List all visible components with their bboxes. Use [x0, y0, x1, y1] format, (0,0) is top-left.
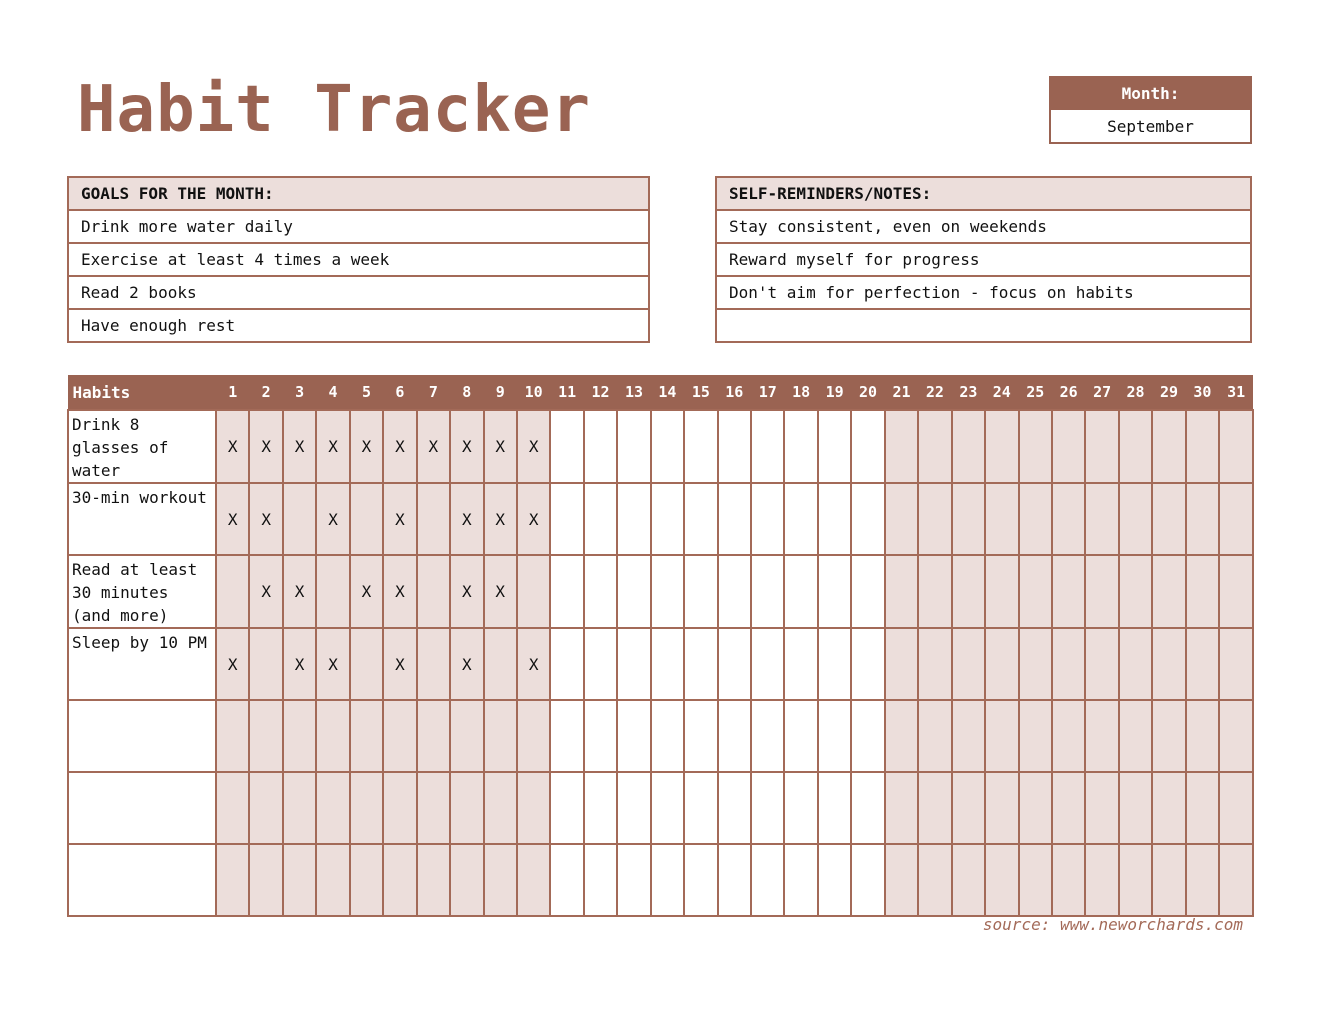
day-check-cell[interactable]	[617, 844, 650, 916]
habit-name-cell[interactable]	[68, 700, 216, 772]
day-header: 8	[450, 375, 483, 410]
day-header: 3	[283, 375, 316, 410]
day-check-cell[interactable]: X	[249, 410, 282, 483]
day-check-cell[interactable]	[651, 628, 684, 700]
day-check-cell[interactable]	[617, 772, 650, 844]
day-check-cell[interactable]: X	[216, 410, 249, 483]
day-check-cell[interactable]: X	[417, 410, 450, 483]
day-check-cell[interactable]	[1085, 555, 1118, 628]
day-check-cell[interactable]	[1152, 483, 1185, 555]
day-check-cell[interactable]	[851, 628, 884, 700]
habit-grid	[67, 375, 1254, 917]
month-box	[1049, 76, 1252, 144]
day-check-cell[interactable]	[550, 700, 583, 772]
day-check-cell[interactable]	[751, 410, 784, 483]
day-check-cell[interactable]	[718, 483, 751, 555]
habit-name-cell[interactable]	[68, 844, 216, 916]
day-check-cell[interactable]	[550, 410, 583, 483]
source-credit: source: www.neworchards.com	[982, 915, 1243, 934]
day-check-cell[interactable]	[818, 628, 851, 700]
habits-column-header: Habits	[68, 375, 216, 410]
day-check-cell[interactable]	[216, 700, 249, 772]
day-header: 18	[784, 375, 817, 410]
day-check-cell[interactable]	[851, 410, 884, 483]
day-check-cell[interactable]	[751, 483, 784, 555]
day-check-cell[interactable]	[1186, 772, 1219, 844]
day-header: 23	[952, 375, 985, 410]
day-check-cell[interactable]	[550, 483, 583, 555]
day-check-cell[interactable]	[517, 700, 550, 772]
day-check-cell[interactable]	[751, 772, 784, 844]
day-header: 20	[851, 375, 884, 410]
day-check-cell[interactable]	[1152, 555, 1185, 628]
day-check-cell[interactable]	[918, 700, 951, 772]
month-label: Month:	[1051, 76, 1250, 110]
habit-row	[68, 410, 1253, 483]
day-check-cell[interactable]	[684, 772, 717, 844]
day-check-cell[interactable]	[885, 772, 918, 844]
day-check-cell[interactable]	[851, 700, 884, 772]
day-check-cell[interactable]	[484, 772, 517, 844]
day-check-cell[interactable]	[283, 483, 316, 555]
day-check-cell[interactable]	[818, 844, 851, 916]
day-check-cell[interactable]	[1085, 410, 1118, 483]
day-check-cell[interactable]	[1186, 483, 1219, 555]
day-check-cell[interactable]	[316, 555, 349, 628]
day-check-cell[interactable]	[249, 844, 282, 916]
day-check-cell[interactable]	[417, 555, 450, 628]
day-check-cell[interactable]	[885, 483, 918, 555]
day-check-cell[interactable]	[1152, 700, 1185, 772]
day-header: 13	[617, 375, 650, 410]
day-check-cell[interactable]	[751, 555, 784, 628]
day-check-cell[interactable]	[885, 410, 918, 483]
day-check-cell[interactable]	[918, 410, 951, 483]
goals-panel	[67, 176, 650, 343]
day-check-cell[interactable]	[651, 483, 684, 555]
day-check-cell[interactable]: X	[283, 555, 316, 628]
day-check-cell[interactable]	[417, 772, 450, 844]
day-check-cell[interactable]	[718, 700, 751, 772]
day-check-cell[interactable]	[918, 483, 951, 555]
day-check-cell[interactable]	[283, 844, 316, 916]
day-check-cell[interactable]	[1186, 844, 1219, 916]
day-check-cell[interactable]	[1186, 410, 1219, 483]
day-check-cell[interactable]	[517, 555, 550, 628]
day-header: 10	[517, 375, 550, 410]
day-check-cell[interactable]	[1219, 844, 1252, 916]
day-check-cell[interactable]	[651, 844, 684, 916]
day-check-cell[interactable]	[1085, 628, 1118, 700]
goal-item[interactable]: Exercise at least 4 times a week	[69, 244, 648, 277]
day-check-cell[interactable]	[550, 844, 583, 916]
day-check-cell[interactable]	[1052, 483, 1085, 555]
day-check-cell[interactable]	[851, 555, 884, 628]
day-header: 15	[684, 375, 717, 410]
day-header: 4	[316, 375, 349, 410]
goal-item[interactable]: Drink more water daily	[69, 211, 648, 244]
day-header: 14	[651, 375, 684, 410]
day-check-cell[interactable]	[784, 700, 817, 772]
day-check-cell[interactable]	[952, 410, 985, 483]
day-check-cell[interactable]	[651, 555, 684, 628]
day-check-cell[interactable]: X	[316, 628, 349, 700]
day-header: 1	[216, 375, 249, 410]
grid-header-row	[68, 375, 1253, 410]
day-check-cell[interactable]: X	[450, 628, 483, 700]
day-check-cell[interactable]	[751, 844, 784, 916]
day-check-cell[interactable]	[617, 555, 650, 628]
day-check-cell[interactable]	[751, 700, 784, 772]
day-check-cell[interactable]	[718, 555, 751, 628]
day-check-cell[interactable]	[584, 844, 617, 916]
day-check-cell[interactable]: X	[283, 410, 316, 483]
day-check-cell[interactable]	[1019, 628, 1052, 700]
day-check-cell[interactable]	[985, 555, 1018, 628]
day-check-cell[interactable]	[952, 555, 985, 628]
day-check-cell[interactable]	[784, 410, 817, 483]
day-check-cell[interactable]	[818, 772, 851, 844]
day-check-cell[interactable]	[1152, 410, 1185, 483]
day-check-cell[interactable]	[952, 628, 985, 700]
day-check-cell[interactable]	[985, 483, 1018, 555]
day-check-cell[interactable]	[584, 483, 617, 555]
habit-row	[68, 555, 1253, 628]
day-check-cell[interactable]	[818, 555, 851, 628]
month-value[interactable]: September	[1107, 116, 1194, 136]
day-check-cell[interactable]	[751, 628, 784, 700]
day-check-cell[interactable]	[383, 700, 416, 772]
day-check-cell[interactable]	[684, 483, 717, 555]
day-check-cell[interactable]	[484, 628, 517, 700]
day-check-cell[interactable]	[584, 628, 617, 700]
day-check-cell[interactable]	[1152, 628, 1185, 700]
day-check-cell[interactable]	[283, 772, 316, 844]
day-check-cell[interactable]	[383, 844, 416, 916]
day-check-cell[interactable]	[784, 772, 817, 844]
habit-name-cell[interactable]: 30-min workout	[68, 483, 216, 555]
day-check-cell[interactable]	[851, 483, 884, 555]
habit-row	[68, 483, 1253, 555]
day-check-cell[interactable]	[1152, 844, 1185, 916]
day-check-cell[interactable]	[684, 700, 717, 772]
day-header: 21	[885, 375, 918, 410]
day-check-cell[interactable]	[985, 410, 1018, 483]
day-check-cell[interactable]: X	[350, 410, 383, 483]
day-check-cell[interactable]	[1052, 555, 1085, 628]
day-check-cell[interactable]	[1219, 628, 1252, 700]
day-check-cell[interactable]	[718, 628, 751, 700]
day-check-cell[interactable]	[283, 700, 316, 772]
day-check-cell[interactable]	[985, 628, 1018, 700]
day-check-cell[interactable]	[1119, 410, 1152, 483]
day-check-cell[interactable]	[484, 844, 517, 916]
day-check-cell[interactable]	[216, 772, 249, 844]
day-check-cell[interactable]	[918, 555, 951, 628]
day-check-cell[interactable]	[684, 410, 717, 483]
day-check-cell[interactable]	[1019, 555, 1052, 628]
day-check-cell[interactable]: X	[249, 555, 282, 628]
habit-name-cell[interactable]: Sleep by 10 PM	[68, 628, 216, 700]
day-check-cell[interactable]	[350, 483, 383, 555]
habit-name-cell[interactable]: Read at least 30 minutes (and more)	[68, 555, 216, 628]
day-check-cell[interactable]	[851, 844, 884, 916]
day-header: 26	[1052, 375, 1085, 410]
day-check-cell[interactable]	[1085, 844, 1118, 916]
day-check-cell[interactable]	[249, 700, 282, 772]
day-check-cell[interactable]	[985, 700, 1018, 772]
day-check-cell[interactable]: X	[450, 483, 483, 555]
day-check-cell[interactable]	[918, 772, 951, 844]
day-check-cell[interactable]	[1219, 483, 1252, 555]
day-header: 7	[417, 375, 450, 410]
day-check-cell[interactable]	[550, 628, 583, 700]
day-check-cell[interactable]	[952, 700, 985, 772]
day-check-cell[interactable]	[1119, 483, 1152, 555]
day-check-cell[interactable]: X	[517, 628, 550, 700]
day-check-cell[interactable]	[350, 628, 383, 700]
note-item[interactable]: Stay consistent, even on weekends	[717, 211, 1250, 244]
goal-item[interactable]: Read 2 books	[69, 277, 648, 310]
day-check-cell[interactable]	[985, 844, 1018, 916]
day-header: 28	[1119, 375, 1152, 410]
day-check-cell[interactable]	[1085, 483, 1118, 555]
day-header: 22	[918, 375, 951, 410]
day-check-cell[interactable]: X	[283, 628, 316, 700]
day-check-cell[interactable]	[550, 772, 583, 844]
day-check-cell[interactable]	[617, 628, 650, 700]
habit-row	[68, 772, 1253, 844]
day-check-cell[interactable]	[1119, 628, 1152, 700]
day-check-cell[interactable]	[1052, 700, 1085, 772]
day-check-cell[interactable]	[1219, 555, 1252, 628]
day-header: 24	[985, 375, 1018, 410]
goals-header: GOALS FOR THE MONTH:	[69, 178, 648, 211]
day-check-cell[interactable]	[885, 844, 918, 916]
day-check-cell[interactable]	[718, 772, 751, 844]
day-check-cell[interactable]	[484, 700, 517, 772]
day-check-cell[interactable]	[952, 483, 985, 555]
day-check-cell[interactable]	[584, 410, 617, 483]
day-check-cell[interactable]: X	[383, 410, 416, 483]
day-header: 25	[1019, 375, 1052, 410]
day-check-cell[interactable]	[918, 844, 951, 916]
day-check-cell[interactable]	[1052, 410, 1085, 483]
day-check-cell[interactable]	[584, 555, 617, 628]
day-check-cell[interactable]: X	[484, 483, 517, 555]
day-header: 16	[718, 375, 751, 410]
day-check-cell[interactable]	[316, 844, 349, 916]
day-check-cell[interactable]	[350, 772, 383, 844]
day-check-cell[interactable]	[383, 772, 416, 844]
day-check-cell[interactable]	[885, 700, 918, 772]
day-check-cell[interactable]	[684, 844, 717, 916]
day-header: 6	[383, 375, 416, 410]
day-check-cell[interactable]	[517, 844, 550, 916]
day-check-cell[interactable]	[417, 628, 450, 700]
day-header: 17	[751, 375, 784, 410]
day-check-cell[interactable]	[784, 628, 817, 700]
day-check-cell[interactable]	[417, 844, 450, 916]
notes-header: SELF-REMINDERS/NOTES:	[717, 178, 1250, 211]
day-check-cell[interactable]	[1019, 700, 1052, 772]
day-check-cell[interactable]	[1019, 410, 1052, 483]
day-check-cell[interactable]	[617, 483, 650, 555]
day-check-cell[interactable]	[1052, 844, 1085, 916]
day-check-cell[interactable]	[684, 555, 717, 628]
day-check-cell[interactable]: X	[216, 483, 249, 555]
day-check-cell[interactable]	[1186, 700, 1219, 772]
day-check-cell[interactable]	[249, 628, 282, 700]
day-check-cell[interactable]	[851, 772, 884, 844]
day-check-cell[interactable]: X	[350, 555, 383, 628]
day-check-cell[interactable]	[1119, 844, 1152, 916]
day-check-cell[interactable]	[350, 700, 383, 772]
day-check-cell[interactable]	[918, 628, 951, 700]
day-check-cell[interactable]: X	[383, 628, 416, 700]
day-check-cell[interactable]	[249, 772, 282, 844]
day-check-cell[interactable]	[651, 772, 684, 844]
day-check-cell[interactable]	[617, 700, 650, 772]
day-header: 12	[584, 375, 617, 410]
day-check-cell[interactable]: X	[450, 410, 483, 483]
day-check-cell[interactable]	[617, 410, 650, 483]
day-check-cell[interactable]	[684, 628, 717, 700]
day-check-cell[interactable]	[818, 700, 851, 772]
day-check-cell[interactable]	[885, 628, 918, 700]
day-check-cell[interactable]	[1219, 410, 1252, 483]
day-check-cell[interactable]	[517, 772, 550, 844]
day-header: 19	[818, 375, 851, 410]
day-check-cell[interactable]	[818, 483, 851, 555]
day-header: 29	[1152, 375, 1185, 410]
day-check-cell[interactable]	[350, 844, 383, 916]
day-check-cell[interactable]: X	[249, 483, 282, 555]
day-check-cell[interactable]	[1019, 844, 1052, 916]
day-check-cell[interactable]: X	[316, 483, 349, 555]
day-check-cell[interactable]	[450, 844, 483, 916]
day-header: 5	[350, 375, 383, 410]
day-check-cell[interactable]	[1052, 628, 1085, 700]
day-check-cell[interactable]	[1219, 772, 1252, 844]
day-check-cell[interactable]	[450, 700, 483, 772]
notes-panel	[715, 176, 1252, 343]
day-check-cell[interactable]	[718, 844, 751, 916]
day-header: 11	[550, 375, 583, 410]
day-header: 27	[1085, 375, 1118, 410]
day-check-cell[interactable]	[952, 772, 985, 844]
day-check-cell[interactable]: X	[316, 410, 349, 483]
day-check-cell[interactable]	[216, 555, 249, 628]
day-check-cell[interactable]	[316, 700, 349, 772]
day-check-cell[interactable]	[550, 555, 583, 628]
day-check-cell[interactable]	[985, 772, 1018, 844]
day-check-cell[interactable]	[784, 555, 817, 628]
day-check-cell[interactable]	[1019, 483, 1052, 555]
day-check-cell[interactable]	[784, 844, 817, 916]
day-check-cell[interactable]	[1119, 772, 1152, 844]
day-check-cell[interactable]: X	[383, 555, 416, 628]
habit-name-cell[interactable]: Drink 8 glasses of water	[68, 410, 216, 483]
day-check-cell[interactable]	[818, 410, 851, 483]
day-header: 2	[249, 375, 282, 410]
day-check-cell[interactable]	[1052, 772, 1085, 844]
day-check-cell[interactable]	[1085, 700, 1118, 772]
day-check-cell[interactable]	[784, 483, 817, 555]
day-check-cell[interactable]: X	[484, 555, 517, 628]
habit-row	[68, 628, 1253, 700]
day-check-cell[interactable]	[885, 555, 918, 628]
goal-item[interactable]: Have enough rest	[81, 316, 236, 335]
day-check-cell[interactable]	[417, 483, 450, 555]
habit-name-cell[interactable]	[68, 772, 216, 844]
day-check-cell[interactable]	[216, 844, 249, 916]
day-check-cell[interactable]	[584, 772, 617, 844]
day-header: 30	[1186, 375, 1219, 410]
day-check-cell[interactable]	[718, 410, 751, 483]
day-check-cell[interactable]	[584, 700, 617, 772]
day-header: 9	[484, 375, 517, 410]
habit-row	[68, 700, 1253, 772]
day-check-cell[interactable]	[1085, 772, 1118, 844]
day-check-cell[interactable]	[651, 700, 684, 772]
day-check-cell[interactable]: X	[484, 410, 517, 483]
day-check-cell[interactable]	[316, 772, 349, 844]
page-title: Habit Tracker	[77, 73, 591, 147]
day-check-cell[interactable]	[417, 700, 450, 772]
note-item[interactable]: Don't aim for perfection - focus on habits	[717, 277, 1250, 310]
day-check-cell[interactable]	[1119, 555, 1152, 628]
day-header: 31	[1219, 375, 1252, 410]
note-item[interactable]	[717, 310, 1250, 341]
day-check-cell[interactable]	[1219, 700, 1252, 772]
day-check-cell[interactable]	[1186, 628, 1219, 700]
day-check-cell[interactable]: X	[216, 628, 249, 700]
day-check-cell[interactable]	[450, 772, 483, 844]
day-check-cell[interactable]: X	[517, 410, 550, 483]
day-check-cell[interactable]	[651, 410, 684, 483]
habit-row	[68, 844, 1253, 916]
day-check-cell[interactable]	[1019, 772, 1052, 844]
day-check-cell[interactable]	[1152, 772, 1185, 844]
day-check-cell[interactable]: X	[450, 555, 483, 628]
day-check-cell[interactable]	[952, 844, 985, 916]
day-check-cell[interactable]	[1186, 555, 1219, 628]
day-check-cell[interactable]	[1119, 700, 1152, 772]
day-check-cell[interactable]: X	[383, 483, 416, 555]
day-check-cell[interactable]: X	[517, 483, 550, 555]
note-item[interactable]: Reward myself for progress	[717, 244, 1250, 277]
